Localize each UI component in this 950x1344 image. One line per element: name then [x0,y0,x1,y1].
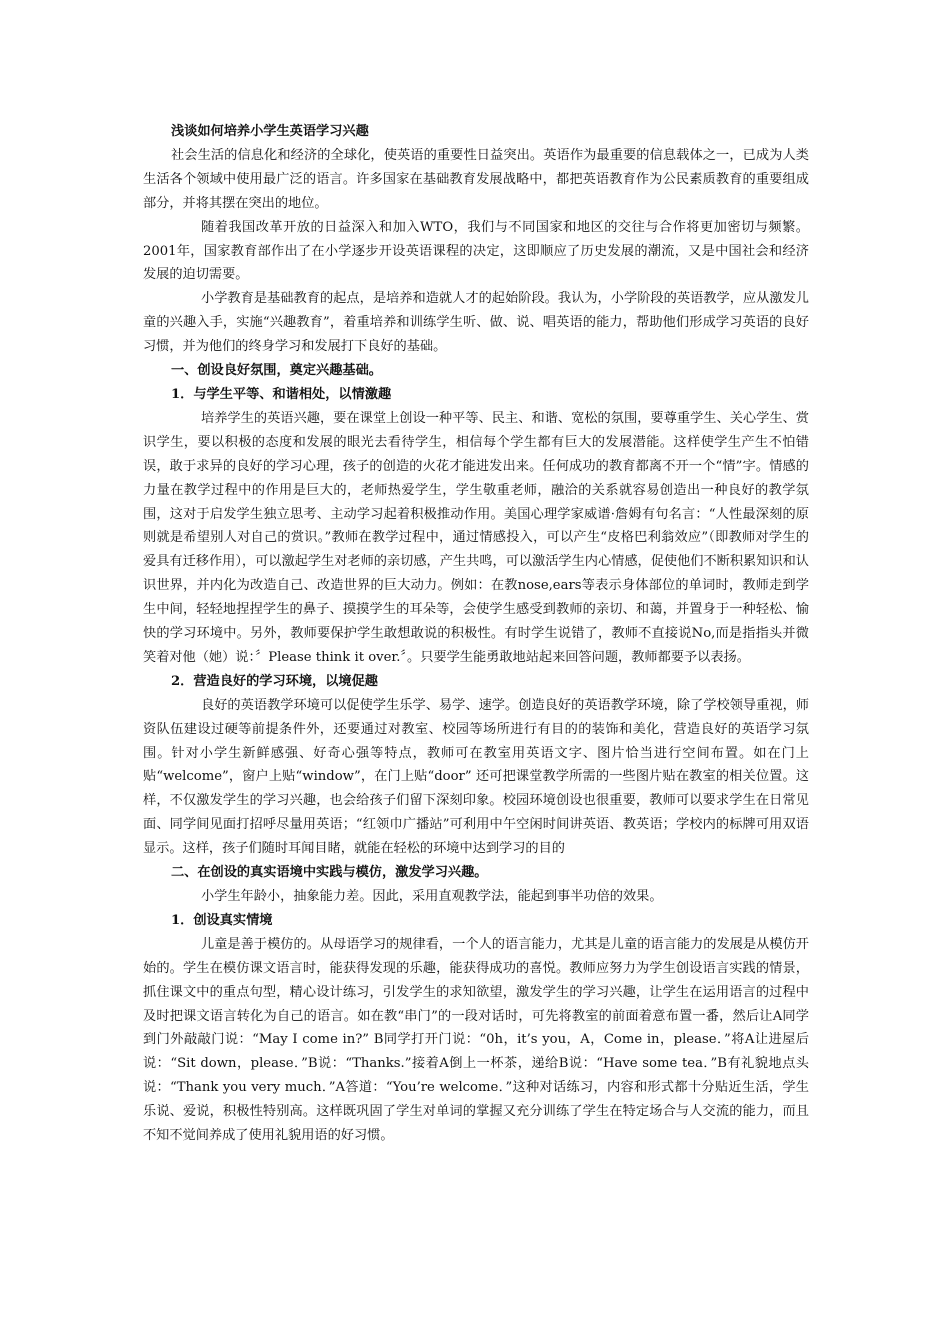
subsection-heading-1-2: 2．营造良好的学习环境，以境促趣 [171,673,378,689]
section-heading-2: 二、在创设的真实语境中实践与模仿，激发学习兴趣。 [171,865,488,881]
document-title: 浅谈如何培养小学生英语学习兴趣 [171,124,369,139]
paragraph-intro-1: 社会生活的信息化和经济的全球化，使英语的重要性日益突出。英语作为最重要的信息载体之一，已成为人类生活各个领域中使用最广泛的语言。许多国家在基础教育发展战略中，都把英语教育作为公民素质教育的重要组成部分，并将其摆在突出的地位。 [143,147,809,211]
paragraph-2-intro: 小学生年龄小，抽象能力差。因此，采用直观教学法，能起到事半功倍的效果。 [201,889,663,904]
section-heading-1: 一、创设良好氛围，奠定兴趣基础。 [171,363,382,379]
paragraph-intro-3: 小学教育是基础教育的起点，是培养和造就人才的起始阶段。我认为，小学阶段的英语教学，应从激发儿童的兴趣入手，实施“兴趣教育”，着重培养和训练学生听、做、说、唱英语的能力，帮助他们形成学习英语的良好习惯，并为他们的终身学习和发展打下良好的基础。 [143,291,809,355]
paragraph-1-1: 培养学生的英语兴趣，要在课堂上创设一种平等、民主、和谐、宽松的氛围，要尊重学生、关心学生、赏识学生，要以积极的态度和发展的眼光去看待学生，相信每个学生都有巨大的发展潜能。这样使学生产生不怕错误，敢于求异的良好的学习心理，孩子的创造的火花才能进发出来。任何成功的教育都离不开一个“情”字。情感的力量在教学过程中的作用是巨大的，老师热爱学生，学生敬重老师，融洽的关系就容易创造出一种良好的教学氛围，这对于启发学生独立思考、主动学习起着积极推动作用。美国心理学家威谱·詹姆有句名言：“人性最深刻的原则就是希望别人对自己的赏识。”教师在教学过程中，通过情感投入，可以产生“皮格巴利翁效应”（即教师对学生的爱具有迁移作用），可以激起学生对老师的亲切感，产生共鸣，可以激活学生内心情感，促使他们不断积累知识和认识世界，并内化为改造自己、改造世界的巨大动力。例如：在教nose,ears等表示身体部位的单词时，教师走到学生中间，轻轻地捏捏学生的鼻子、摸摸学生的耳朵等，会使学生感受到教师的亲切、和蔼，并置身于一种轻松、愉快的学习环境中。另外，教师要保护学生敢想敢说的积极性。有时学生说错了，教师不直接说No,而是指指头并微笑着对他（她）说：〞Please think it over.〞。只要学生能勇敢地站起来回答问题，教师都要予以表扬。 [143,410,809,665]
paragraph-2-1: 儿童是善于模仿的。从母语学习的规律看，一个人的语言能力，尤其是儿童的语言能力的发展是从模仿开始的。学生在模仿课文语言时，能获得发现的乐趣，能获得成功的喜悦。教师应努力为学生创设语言实践的情景，抓住课文中的重点句型，精心设计练习，引发学生的求知欲望，激发学生的学习兴趣，让学生在运用语言的过程中及时把课文语言转化为自己的语言。如在教“串门”的一段对话时，可先将教室的前面着意布置一番，然后让A同学到门外敲敲门说：“May I come in?” B同学打开门说：“0h，it’s you，A，Come in，please．”将A让进屋后说：“Sit down，please．”B说：“Thanks.”接着A倒上一杯茶，递给B说：“Have some tea．”B有礼貌地点头说：“Thank you very much．”A答道：“You’re welcome．”这种对话练习，内容和形式都十分贴近生活，学生乐说、爱说，积极性特别高。这样既巩固了学生对单词的掌握又充分训练了学生在特定场合与人交流的能力，而且不知不觉间养成了使用礼貌用语的好习惯。 [143,936,809,1144]
document-page [143,120,809,1148]
paragraph-intro-2: 随着我国改革开放的日益深入和加入WTO，我们与不同国家和地区的交往与合作将更加密切与频繁。2001年，国家教育部作出了在小学逐步开设英语课程的决定，这即顺应了历史发展的潮流，又是中国社会和经济发展的迫切需要。 [143,219,809,283]
subsection-heading-1-1: 1．与学生平等、和谐相处，以情激趣 [171,386,392,402]
subsection-heading-2-1: 1．创设真实情境 [171,912,273,928]
paragraph-1-2: 良好的英语教学环境可以促使学生乐学、易学、速学。创造良好的英语教学环境，除了学校领导重视，师资队伍建设过硬等前提条件外，还要通过对教室、校园等场所进行有目的的装饰和美化，营造良好的英语学习氛围。针对小学生新鲜感强、好奇心强等特点，教师可在教室用英语文字、图片恰当进行空间布置。如在门上贴“welcome”，窗户上贴“window”，在门上贴“door” 还可把课堂教学所需的一些图片贴在教室的相关位置。这样，不仅激发学生的学习兴趣，也会给孩子们留下深刻印象。校园环境创设也很重要，教师可以要求学生在日常见面、同学间见面打招呼尽量用英语；“红领巾广播站”可利用中午空闲时间讲英语、教英语；学校内的标牌可用双语显示。这样，孩子们随时耳闻目睹，就能在轻松的环境中达到学习的目的 [143,697,809,857]
